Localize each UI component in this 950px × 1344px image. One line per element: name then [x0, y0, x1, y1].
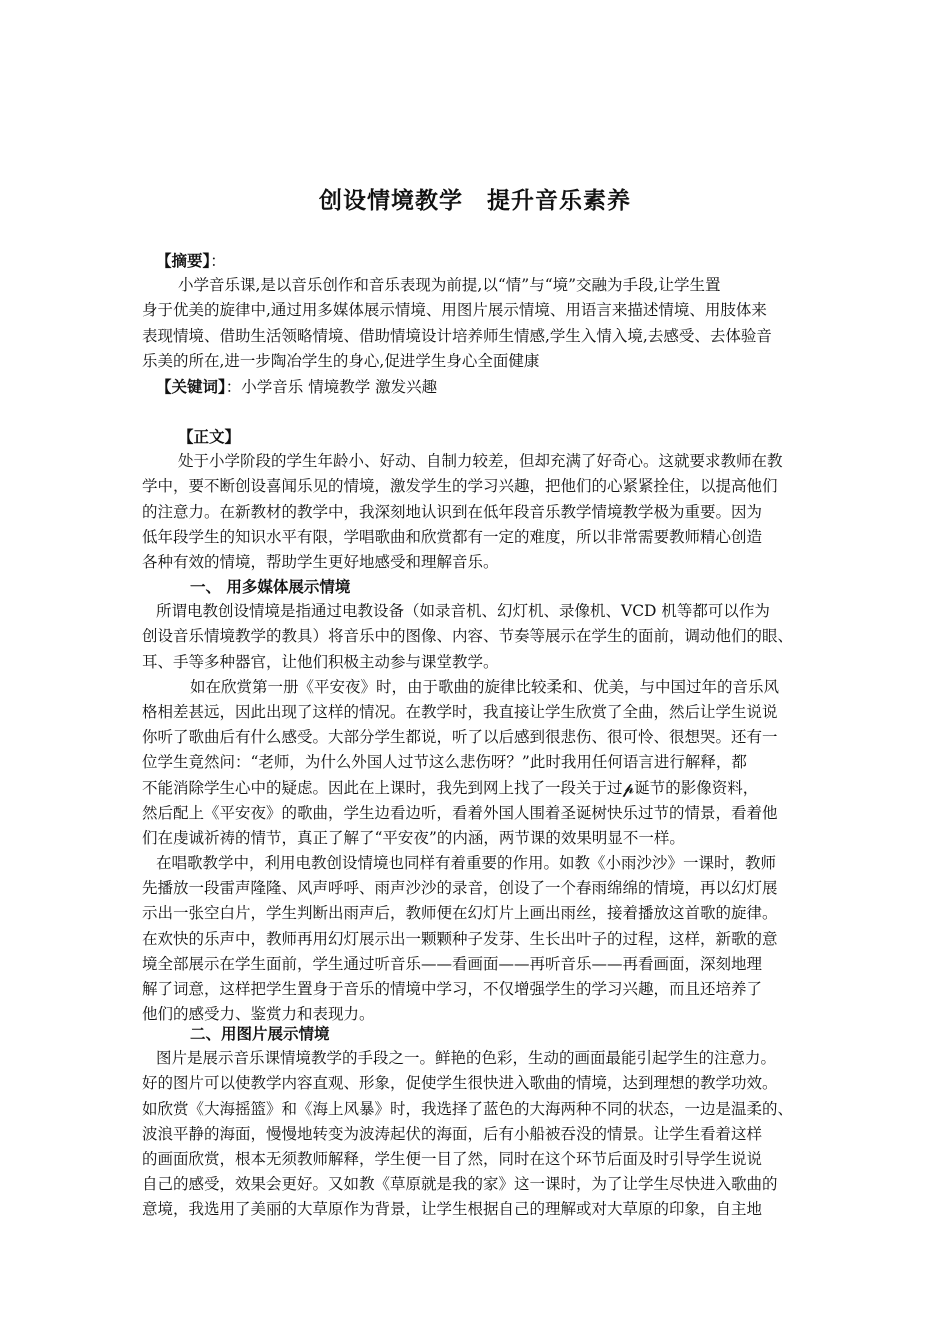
paragraph-line: 创设音乐情境教学的教具）将音乐中的图像、内容、节奏等展示在学生的面前，调动他们的眼、	[142, 627, 794, 646]
keywords-line	[142, 374, 812, 399]
section-1	[142, 574, 812, 1027]
document-title: 创设情境教学 提升音乐素养	[319, 187, 631, 214]
body-label: 【正文】	[178, 427, 241, 446]
paragraph-line: 意境，我选用了美丽的大草原作为背景，让学生根据自己的理解或对大草原的印象，自主地	[142, 1200, 763, 1219]
intro-line: 各种有效的情境，帮助学生更好地感受和理解音乐。	[142, 552, 499, 571]
abstract-line: 表现情境、借助生活领略情境、借助情境设计培养师生情感,学生入情入境,去感受、去体验音	[142, 326, 772, 345]
abstract-line: 小学音乐课,是以音乐创作和音乐表现为前提,以“情”与“境”交融为手段,让学生置	[178, 276, 721, 295]
paragraph-line: 好的图片可以使教学内容直观、形象，促使学生很快进入歌曲的情境，达到理想的教学功效。	[142, 1074, 778, 1093]
section-2-heading: 二、用图片展示情境	[190, 1024, 330, 1043]
paragraph-line: 他们的感受力、鉴赏力和表现力。	[142, 1005, 375, 1024]
paragraph-line: 如欣赏《大海摇篮》和《海上风暴》时，我选择了蓝色的大海两种不同的状态，一边是温柔的、	[142, 1099, 794, 1118]
abstract-line: 身于优美的旋律中,通过用多媒体展示情境、用图片展示情境、用语言来描述情境、用肢体来	[142, 301, 767, 320]
paragraph-line: 们在虔诚祈祷的情节，真正了解了“平安夜”的内涵，两节课的效果明显不一样。	[142, 828, 685, 847]
keywords-label: 【关键词】	[156, 376, 226, 396]
paragraph-line: 耳、手等多种器官，让他们积极主动参与课堂教学。	[142, 652, 499, 671]
abstract-section	[142, 248, 812, 399]
intro-line: 低年段学生的知识水平有限，学唱歌曲和欣赏都有一定的难度，所以非常需要教师精心创造	[142, 527, 763, 546]
paragraph-line: 不能消除学生心中的疑虑。因此在上课时，我先到网上找了一段关于过𝓹诞节的影像资料，	[142, 778, 759, 797]
paragraph-line: 境全部展示在学生面前，学生通过听音乐——看画面——再听音乐——再看画面，深刻地理	[142, 954, 763, 973]
intro-line: 的注意力。在新教材的教学中，我深刻地认识到在低年段音乐教学情境教学极为重要。因为	[142, 502, 763, 521]
paragraph-line: 然后配上《平安夜》的歌曲，学生边看边听，看着外国人围着圣诞树快乐过节的情景，看着他	[142, 803, 778, 822]
paragraph-line: 示出一张空白片，学生判断出雨声后，教师便在幻灯片上画出雨丝，接着播放这首歌的旋律。	[142, 904, 778, 923]
paragraph-line: 自己的感受，效果会更好。又如教《草原就是我的家》这一课时，为了让学生尽快进入歌曲的	[142, 1175, 778, 1194]
abstract-line: 乐美的所在,进一步陶冶学生的身心,促进学生身心全面健康	[142, 351, 540, 370]
abstract-label: 【摘要】	[156, 251, 211, 270]
intro-line: 处于小学阶段的学生年龄小、好动、自制力较差，但却充满了好奇心。这就要求教师在教	[178, 452, 783, 471]
intro-line: 学中，要不断创设喜闻乐见的情境，激发学生的学习兴趣，把他们的心紧紧拴住，以提高他们	[142, 477, 778, 496]
section-1-heading: 一、 用多媒体展示情境	[190, 577, 351, 596]
paragraph-line: 解了词意，这样把学生置身于音乐的情境中学习，不仅增强学生的学习兴趣，而且还培养了	[142, 980, 763, 998]
abstract-heading	[142, 248, 812, 273]
paragraph-line: 位学生竟然问：“老师，为什么外国人过节这么悲伤呀？”此时我用任何语言进行解释，都	[142, 753, 747, 772]
body-intro-section	[142, 424, 812, 575]
keywords-text: ：小学音乐 情境教学 激发兴趣	[225, 377, 438, 396]
paragraph-line: 所谓电教创设情境是指通过电教设备（如录音机、幻灯机、录像机、VCD 机等都可以作为	[156, 602, 770, 621]
paragraph-line: 格相差甚远，因此出现了这样的情况。在教学时，我直接让学生欣赏了全曲，然后让学生说说	[142, 702, 778, 721]
paragraph-line: 如在欣赏第一册《平安夜》时，由于歌曲的旋律比较柔和、优美，与中国过年的音乐风	[190, 677, 780, 696]
paragraph-line: 在欢快的乐声中，教师再用幻灯展示出一颗颗种子发芽、生长出叶子的过程，这样，新歌的意	[142, 929, 778, 948]
paragraph-line: 你听了歌曲后有什么感受。大部分学生都说，听了以后感到很悲伤、很可怜、很想哭。还有一	[142, 728, 778, 747]
paragraph-line: 的画面欣赏，根本无须教师解释，学生便一目了然，同时在这个环节后面及时引导学生说说	[142, 1149, 763, 1168]
abstract-colon: ：	[210, 252, 226, 270]
paragraph-line: 先播放一段雷声隆隆、风声呼呼、雨声沙沙的录音，创设了一个春雨绵绵的情境，再以幻灯展	[142, 879, 778, 898]
paragraph-line: 图片是展示音乐课情境教学的手段之一。鲜艳的色彩，生动的画面最能引起学生的注意力。	[156, 1049, 777, 1068]
paragraph-line: 波浪平静的海面，慢慢地转变为波涛起伏的海面，后有小船被吞没的情景。让学生看着这样	[142, 1124, 763, 1143]
section-2	[142, 1021, 812, 1223]
paragraph-line: 在唱歌教学中，利用电教创设情境也同样有着重要的作用。如教《小雨沙沙》一课时，教师	[156, 854, 777, 873]
